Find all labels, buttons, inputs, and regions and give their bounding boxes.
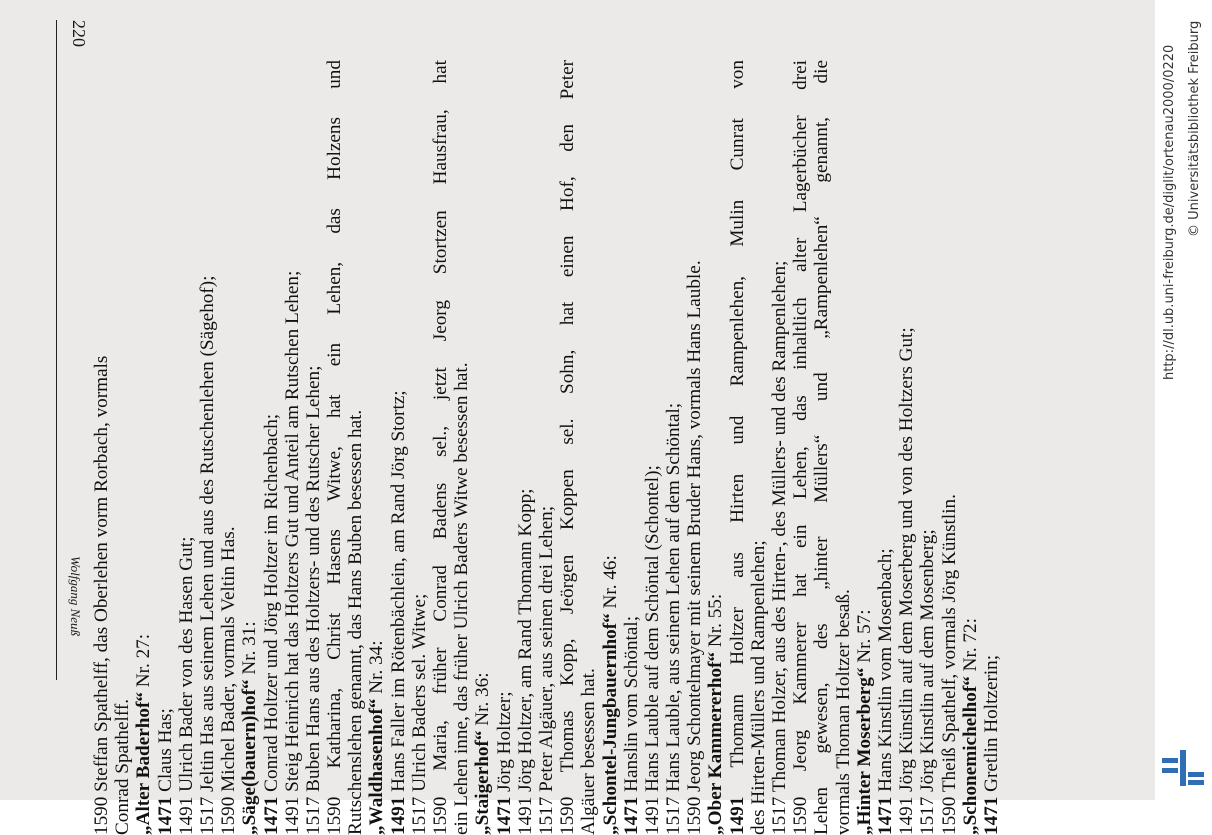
line-text: 1517 Peter Algäuer, aus seinen drei Lehen;	[536, 506, 557, 835]
text-line	[811, 60, 832, 835]
text-line	[176, 60, 197, 835]
text-line	[218, 60, 239, 835]
line-text: 1590 Steffan Spathelff, das Oberlehen vorm Rorbach, vormals	[91, 356, 112, 835]
line-text: 1517 Jörg Kinstlin auf dem Mosenberg;	[917, 529, 938, 835]
text-line	[600, 60, 621, 835]
text-line	[939, 60, 960, 835]
text-line	[727, 60, 748, 835]
text-line	[472, 60, 493, 835]
text-line	[705, 60, 726, 835]
line-text: 1491 Jörg Künstlin auf dem Moserberg und von des Holtzers Gut;	[896, 327, 917, 835]
text-line	[155, 60, 176, 835]
entry-heading: „Waldhasenhof“	[366, 699, 387, 835]
text-line	[833, 60, 854, 835]
text-line	[494, 60, 515, 835]
line-text: 1590 Michel Bader, vormals Veltin Has.	[218, 527, 239, 835]
entry-heading: 1491	[388, 797, 409, 835]
line-text: vormals Thoman Holtzer besaß.	[833, 589, 854, 835]
text-line	[430, 60, 451, 835]
text-line	[451, 60, 472, 835]
text-line	[366, 60, 387, 835]
line-text: Gretlin Holtzerin;	[981, 655, 1002, 797]
entry-heading: 1471	[621, 797, 642, 835]
line-text: Nr. 36:	[472, 672, 493, 730]
text-line	[345, 60, 366, 835]
text-line	[91, 60, 112, 835]
entry-heading: 1471	[155, 797, 176, 835]
line-text: 1491 Hans Lauble auf dem Schöntal (Schontel);	[642, 465, 663, 835]
text-line	[133, 60, 154, 835]
entry-heading: 1471	[494, 797, 515, 835]
line-text: Nr. 72:	[960, 618, 981, 676]
line-text: 1517 Jeltin Has aus seinem Lehen und aus des Rutschenlehen (Sägehof);	[197, 275, 218, 835]
entry-heading: „Hinter Moserberg“	[854, 668, 875, 835]
text-line	[960, 60, 981, 835]
line-text: 1590 Katharina, Christ Hasens Witwe, hat ein Lehen, das Holzens und	[324, 60, 345, 835]
text-line	[239, 60, 260, 835]
line-text: Hans Faller im Rötenbächlein, am Rand Jörg Stortz;	[388, 390, 409, 796]
line-text: Nr. 27:	[133, 634, 154, 692]
line-text: ein Lehen inne, das früher Ulrich Baders Witwe besessen hat.	[451, 362, 472, 835]
text-line	[261, 60, 282, 835]
text-line	[896, 60, 917, 835]
line-text: 1590 Theiß Spathelf, vormals Jörg Künstlin.	[939, 494, 960, 835]
line-text: 1517 Ulrich Baders sel. Witwe;	[409, 594, 430, 835]
text-line	[981, 60, 1002, 835]
entry-heading: „Säge(bauern)hof“	[239, 679, 260, 835]
text-line	[578, 60, 599, 835]
text-line	[536, 60, 557, 835]
entry-heading: 1471	[261, 797, 282, 835]
line-text: Conrad Spathelff.	[112, 699, 133, 835]
text-line	[197, 60, 218, 835]
entry-heading: 1471	[875, 797, 896, 835]
text-line	[303, 60, 324, 835]
text-line	[748, 60, 769, 835]
entry-heading: „Staigerhof“	[472, 731, 493, 835]
text-line	[875, 60, 896, 835]
text-line	[324, 60, 345, 835]
line-text: 1491 Steig Heinrich hat das Holtzers Gut und Anteil am Rutschen Lehen;	[282, 271, 303, 835]
line-text: 1491 Ulrich Bader von des Hasen Gut;	[176, 537, 197, 835]
entry-heading: 1491	[727, 797, 748, 835]
text-line	[409, 60, 430, 835]
entry-heading: „Ober Kammererhof“	[705, 652, 726, 835]
text-line	[684, 60, 705, 835]
line-text: Rutschenslehen genannt, das Hans Buben besessen hat.	[345, 410, 366, 835]
running-author: Wolfgang Neuß	[67, 556, 83, 636]
line-text: Lehen gewesen, des „hinter Müllers“ und „Rampenlehen“ genannt, die	[811, 60, 832, 835]
ub-freiburg-logo-icon	[1160, 748, 1206, 788]
text-line	[557, 60, 578, 835]
line-text: Claus Has;	[155, 708, 176, 796]
text-line	[917, 60, 938, 835]
line-text: Algäuer besessen hat.	[578, 668, 599, 835]
entry-heading: „Schontel-Jungbauernhof“	[600, 613, 621, 835]
line-text: 1517 Buben Hans aus des Holtzers- und des Rutscher Lehen;	[303, 366, 324, 835]
line-text: 1517 Thoman Holzer, aus des Hirten-, des Müllers- und des Rampenlehen;	[769, 261, 790, 835]
entry-heading: 1471	[981, 797, 1002, 835]
copyright-notice: © Universitätsbibliothek Freiburg	[1187, 21, 1202, 237]
text-line	[854, 60, 875, 835]
line-text: 1590 Thomas Kopp, Jeörgen Koppen sel. Sohn, hat einen Hof, den Peter	[557, 60, 578, 835]
line-text: des Hirten-Müllers und Rampenlehen;	[748, 540, 769, 835]
line-text: Nr. 34:	[366, 640, 387, 698]
line-text: Hans Kinstlin vom Mosenbach;	[875, 548, 896, 796]
line-text: Nr. 46:	[600, 555, 621, 613]
text-line	[515, 60, 536, 835]
page-number: 220	[68, 20, 89, 47]
line-text: 1590 Jeorg Schontelmayer mit seinem Bruder Hans, vormals Hans Lauble.	[684, 260, 705, 835]
text-line	[642, 60, 663, 835]
text-line	[621, 60, 642, 835]
text-line	[790, 60, 811, 835]
line-text: Nr. 57:	[854, 609, 875, 667]
body-text	[91, 60, 1051, 835]
line-text: 1590 Jeorg Kammerer hat ein Lehen, das inhaltlich alter Lagerbücher drei	[790, 60, 811, 835]
line-text: 1590 Maria, früher Conrad Badens sel., jetzt Jeorg Stortzen Hausfrau, hat	[430, 60, 451, 835]
line-text: Conrad Holtzer und Jörg Holtzer im Richenbach;	[261, 414, 282, 797]
entry-heading: „Alter Baderhof“	[133, 692, 154, 835]
text-line	[663, 60, 684, 835]
line-text: Nr. 31:	[239, 621, 260, 679]
rotated-page-content	[7, 20, 1107, 780]
text-line	[769, 60, 790, 835]
line-text: 1517 Hans Lauble, aus seinem Lehen auf dem Schöntal;	[663, 403, 684, 835]
text-line	[388, 60, 409, 835]
line-text: Thomann Holtzer aus Hirten und Rampenlehen, Mulin Cunrat von	[727, 60, 748, 797]
entry-heading: „Schonemichelhof“	[960, 676, 981, 835]
line-text: Nr. 55:	[705, 594, 726, 652]
line-text: Hanslin vom Schöntal;	[621, 616, 642, 797]
text-line	[112, 60, 133, 835]
source-url[interactable]: http://dl.ub.uni-freiburg.de/diglit/ortenau2000/0220	[1162, 45, 1177, 380]
text-line	[282, 60, 303, 835]
line-text: Jörg Holtzer;	[494, 691, 515, 796]
line-text: 1491 Jörg Holtzer, am Rand Thomann Kopp;	[515, 488, 536, 835]
